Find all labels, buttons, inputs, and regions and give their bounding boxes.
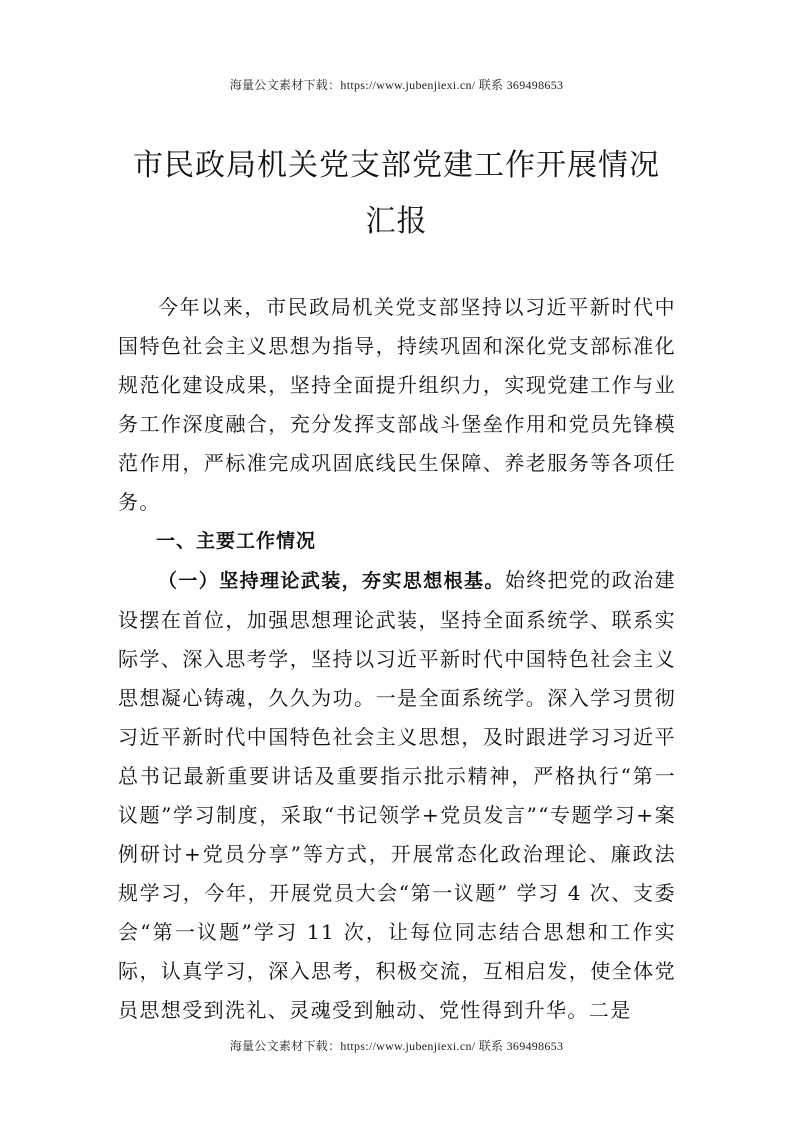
intro-paragraph: 今年以来，市民政局机关党支部坚持以习近平新时代中国特色社会主义思想为指导，持续巩固和深化党支部标准化规范化建设成果，坚持全面提升组织力，实现党建工作与业务工作深度融合，充分发挥支部战斗堡垒作用和党员先锋模范作用，严标准完成巩固底线民生保障、养老服务等各项任务。 xyxy=(118,295,676,514)
page-header: 海量公文素材下载：https://www.jubenjiexi.cn/ 联系 369498653 xyxy=(229,78,564,92)
subsection-body: 始终把党的政治建设摆在首位，加强思想理论武装，坚持全面系统学、联系实际学、深入思考学，坚持以习近平新时代中国特色社会主义思想凝心铸魂，久久为功。一是全面系统学。深入学习贯彻习近平新时代中国特色社会主义思想，及时跟进学习习近平总书记最新重要讲话及重要指示批示精神，严格执行“第一议题”学习制度，采取“书记领学+党员发言”“专题学习+案例研讨+党员分享”等方式，开展常态化政治理论、廉政法规学习，今年，开展党员大会“第一议题” 学习 4 次、支委会“第一议题”学习 11 次，让每位同志结合思想和工作实际，认真学习，深入思考，积极交流，互相启发，使全体党员思想受到洗礼、灵魂受到触动、党性得到升华。二是 xyxy=(118,568,677,1022)
subsection-heading: （一）坚持理论武装，夯实思想根基。 xyxy=(158,570,505,592)
subsection-paragraph xyxy=(118,561,676,1030)
section-heading: 一、主要工作情况 xyxy=(156,530,317,552)
page-footer: 海量公文素材下载：https://www.jubenjiexi.cn/ 联系 369498653 xyxy=(229,1039,564,1053)
document-body xyxy=(118,288,676,1030)
document-title: 市民政局机关党支部党建工作开展情况汇报 xyxy=(133,148,660,239)
